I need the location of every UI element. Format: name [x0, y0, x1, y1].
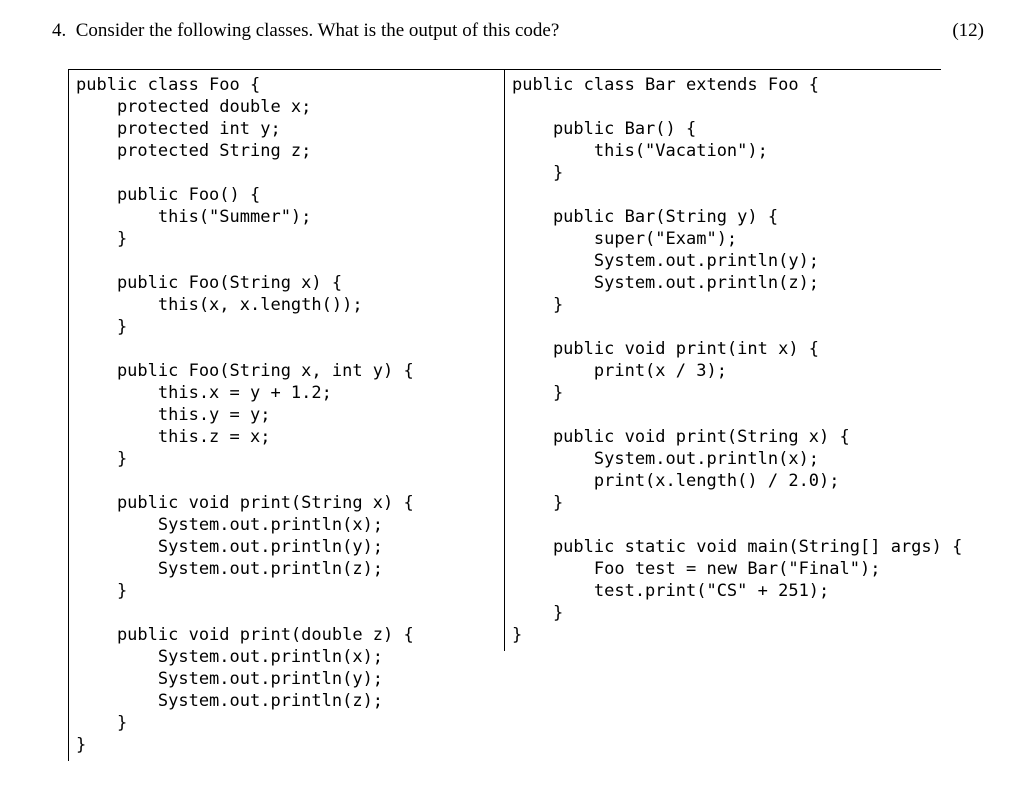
bar-code-line: super("Exam");: [512, 229, 738, 249]
foo-code-line: System.out.println(x);: [76, 647, 384, 667]
foo-code-line: [76, 162, 414, 184]
foo-code-line: this(x, x.length());: [76, 295, 363, 315]
bar-code-line: print(x.length() / 2.0);: [512, 471, 840, 491]
code-column-divider: [504, 69, 505, 651]
foo-code-line: this.y = y;: [76, 405, 271, 425]
foo-code-line: [76, 250, 414, 272]
foo-code-line: System.out.println(x);: [76, 515, 384, 535]
foo-code-line: System.out.println(y);: [76, 537, 384, 557]
bar-code-line: public class Bar extends Foo {: [512, 75, 820, 95]
bar-code-line: this("Vacation");: [512, 141, 768, 161]
bar-code-line: [512, 316, 962, 338]
foo-code-line: this("Summer");: [76, 207, 312, 227]
foo-code-line: [76, 470, 414, 492]
foo-code-line: }: [76, 735, 87, 755]
foo-code-line: }: [76, 713, 128, 733]
bar-code-line: }: [512, 295, 564, 315]
question-points: (12): [952, 20, 984, 41]
bar-code-line: System.out.println(z);: [512, 273, 820, 293]
bar-code-line: System.out.println(y);: [512, 251, 820, 271]
bar-code-line: System.out.println(x);: [512, 449, 820, 469]
foo-code-line: public Foo(String x) {: [76, 273, 343, 293]
bar-code-line: test.print("CS" + 251);: [512, 581, 830, 601]
foo-code-line: }: [76, 317, 128, 337]
bar-code-line: public Bar() {: [512, 119, 697, 139]
foo-code-line: this.x = y + 1.2;: [76, 383, 332, 403]
foo-code-line: }: [76, 229, 128, 249]
foo-code-line: public class Foo {: [76, 75, 261, 95]
bar-class-code: [512, 74, 962, 646]
foo-code-line: public void print(double z) {: [76, 625, 414, 645]
foo-code-line: protected double x;: [76, 97, 312, 117]
bar-code-line: public void print(String x) {: [512, 427, 850, 447]
foo-code-line: public Foo() {: [76, 185, 261, 205]
bar-code-line: }: [512, 163, 564, 183]
foo-code-line: protected int y;: [76, 119, 281, 139]
bar-code-line: }: [512, 625, 523, 645]
foo-code-line: }: [76, 449, 128, 469]
foo-code-line: System.out.println(y);: [76, 669, 384, 689]
question-text: 4. Consider the following classes. What is the output of this code?: [52, 20, 560, 41]
foo-code-line: this.z = x;: [76, 427, 271, 447]
foo-class-code: [76, 74, 414, 756]
foo-code-line: [76, 338, 414, 360]
bar-code-line: public void print(int x) {: [512, 339, 820, 359]
bar-code-line: print(x / 3);: [512, 361, 727, 381]
foo-code-line: [76, 602, 414, 624]
foo-code-line: public void print(String x) {: [76, 493, 414, 513]
bar-code-line: public static void main(String[] args) {: [512, 537, 963, 557]
bar-code-line: public Bar(String y) {: [512, 207, 779, 227]
bar-code-line: Foo test = new Bar("Final");: [512, 559, 881, 579]
code-box-left-border: [68, 69, 69, 761]
foo-code-line: System.out.println(z);: [76, 691, 384, 711]
foo-code-line: protected String z;: [76, 141, 312, 161]
bar-code-line: [512, 96, 962, 118]
foo-code-line: }: [76, 581, 128, 601]
bar-code-line: }: [512, 383, 564, 403]
bar-code-line: [512, 514, 962, 536]
bar-code-line: }: [512, 603, 564, 623]
bar-code-line: [512, 404, 962, 426]
bar-code-line: }: [512, 493, 564, 513]
bar-code-line: [512, 184, 962, 206]
foo-code-line: public Foo(String x, int y) {: [76, 361, 414, 381]
foo-code-line: System.out.println(z);: [76, 559, 384, 579]
